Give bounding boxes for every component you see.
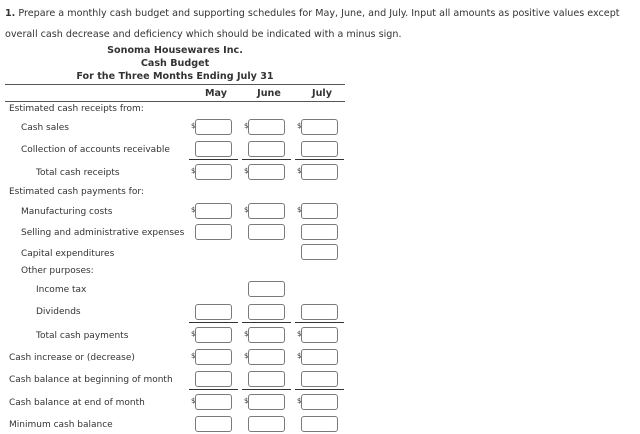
subtotal-rule bbox=[295, 389, 344, 390]
collection-ar-may-input[interactable] bbox=[195, 141, 232, 157]
beginning-balance-label: Cash balance at beginning of month bbox=[9, 375, 173, 385]
beginning-balance-june-input[interactable] bbox=[248, 371, 285, 387]
cash-sales-may-input[interactable] bbox=[195, 119, 232, 135]
instruction-text: Prepare a monthly cash budget and supporting schedules for May, June, and July. Input all amounts as positive values except overall cash decrease and deficiency which should be indicated with a minus sign. bbox=[5, 8, 620, 40]
currency-symbol: $ bbox=[244, 122, 249, 130]
subtotal-rule bbox=[189, 322, 238, 323]
collection-ar-june-input[interactable] bbox=[248, 141, 285, 157]
minimum-balance-july-input[interactable] bbox=[301, 416, 338, 432]
total-receipts-may-input[interactable] bbox=[195, 164, 232, 180]
subtotal-rule bbox=[189, 389, 238, 390]
minimum-balance-june-input[interactable] bbox=[248, 416, 285, 432]
currency-symbol: $ bbox=[244, 167, 249, 175]
currency-symbol: $ bbox=[191, 397, 196, 405]
selling-admin-july-input[interactable] bbox=[301, 224, 338, 240]
column-header-july: July bbox=[312, 88, 332, 99]
cash-increase-june-input[interactable] bbox=[248, 349, 285, 365]
currency-symbol: $ bbox=[297, 122, 302, 130]
column-header-may: May bbox=[205, 88, 227, 99]
total-receipts-label: Total cash receipts bbox=[36, 168, 120, 178]
cash-sales-july-input[interactable] bbox=[301, 119, 338, 135]
budget-period: For the Three Months Ending July 31 bbox=[76, 71, 274, 82]
collection-ar-label: Collection of accounts receivable bbox=[21, 145, 170, 155]
column-header-june: June bbox=[257, 88, 281, 99]
cash-increase-label: Cash increase or (decrease) bbox=[9, 353, 135, 363]
collection-ar-july-input[interactable] bbox=[301, 141, 338, 157]
manufacturing-may-input[interactable] bbox=[195, 203, 232, 219]
company-name: Sonoma Housewares Inc. bbox=[107, 45, 243, 56]
selling-admin-june-input[interactable] bbox=[248, 224, 285, 240]
currency-symbol: $ bbox=[297, 352, 302, 360]
total-receipts-july-input[interactable] bbox=[301, 164, 338, 180]
manufacturing-july-input[interactable] bbox=[301, 203, 338, 219]
currency-symbol: $ bbox=[244, 352, 249, 360]
currency-symbol: $ bbox=[191, 206, 196, 214]
dividends-may-input[interactable] bbox=[195, 304, 232, 320]
currency-symbol: $ bbox=[191, 330, 196, 338]
currency-symbol: $ bbox=[297, 397, 302, 405]
income-tax-june-input[interactable] bbox=[248, 281, 285, 297]
subtotal-rule bbox=[295, 159, 344, 160]
total-payments-may-input[interactable] bbox=[195, 327, 232, 343]
payments-section-label: Estimated cash payments for: bbox=[9, 187, 144, 197]
currency-symbol: $ bbox=[297, 206, 302, 214]
currency-symbol: $ bbox=[297, 330, 302, 338]
subtotal-rule bbox=[295, 322, 344, 323]
dividends-july-input[interactable] bbox=[301, 304, 338, 320]
cash-increase-july-input[interactable] bbox=[301, 349, 338, 365]
subtotal-rule bbox=[242, 322, 291, 323]
currency-symbol: $ bbox=[244, 330, 249, 338]
ending-balance-label: Cash balance at end of month bbox=[9, 398, 145, 408]
currency-symbol: $ bbox=[191, 122, 196, 130]
header-rule-bottom bbox=[5, 101, 345, 102]
minimum-balance-label: Minimum cash balance bbox=[9, 420, 113, 430]
manufacturing-june-input[interactable] bbox=[248, 203, 285, 219]
manufacturing-costs-label: Manufacturing costs bbox=[21, 207, 113, 217]
ending-balance-july-input[interactable] bbox=[301, 394, 338, 410]
header-rule-top bbox=[5, 84, 345, 85]
minimum-balance-may-input[interactable] bbox=[195, 416, 232, 432]
budget-title: Cash Budget bbox=[140, 58, 210, 69]
ending-balance-may-input[interactable] bbox=[195, 394, 232, 410]
subtotal-rule bbox=[242, 389, 291, 390]
instruction-number: 1. bbox=[5, 8, 16, 19]
total-payments-label: Total cash payments bbox=[36, 331, 129, 341]
selling-admin-label: Selling and administrative expenses bbox=[21, 228, 185, 238]
cash-increase-may-input[interactable] bbox=[195, 349, 232, 365]
capital-expenditures-label: Capital expenditures bbox=[21, 249, 115, 259]
ending-balance-june-input[interactable] bbox=[248, 394, 285, 410]
total-payments-june-input[interactable] bbox=[248, 327, 285, 343]
cash-sales-june-input[interactable] bbox=[248, 119, 285, 135]
subtotal-rule bbox=[242, 159, 291, 160]
income-tax-label: Income tax bbox=[36, 285, 87, 295]
receipts-section-label: Estimated cash receipts from: bbox=[9, 104, 144, 114]
instructions bbox=[5, 3, 635, 45]
beginning-balance-july-input[interactable] bbox=[301, 371, 338, 387]
currency-symbol: $ bbox=[244, 206, 249, 214]
currency-symbol: $ bbox=[191, 167, 196, 175]
currency-symbol: $ bbox=[297, 167, 302, 175]
currency-symbol: $ bbox=[244, 397, 249, 405]
selling-admin-may-input[interactable] bbox=[195, 224, 232, 240]
currency-symbol: $ bbox=[191, 352, 196, 360]
total-payments-july-input[interactable] bbox=[301, 327, 338, 343]
total-receipts-june-input[interactable] bbox=[248, 164, 285, 180]
cash-sales-label: Cash sales bbox=[21, 123, 69, 133]
capital-july-input[interactable] bbox=[301, 244, 338, 260]
dividends-label: Dividends bbox=[36, 307, 81, 317]
dividends-june-input[interactable] bbox=[248, 304, 285, 320]
other-purposes-label: Other purposes: bbox=[21, 266, 94, 276]
beginning-balance-may-input[interactable] bbox=[195, 371, 232, 387]
subtotal-rule bbox=[189, 159, 238, 160]
